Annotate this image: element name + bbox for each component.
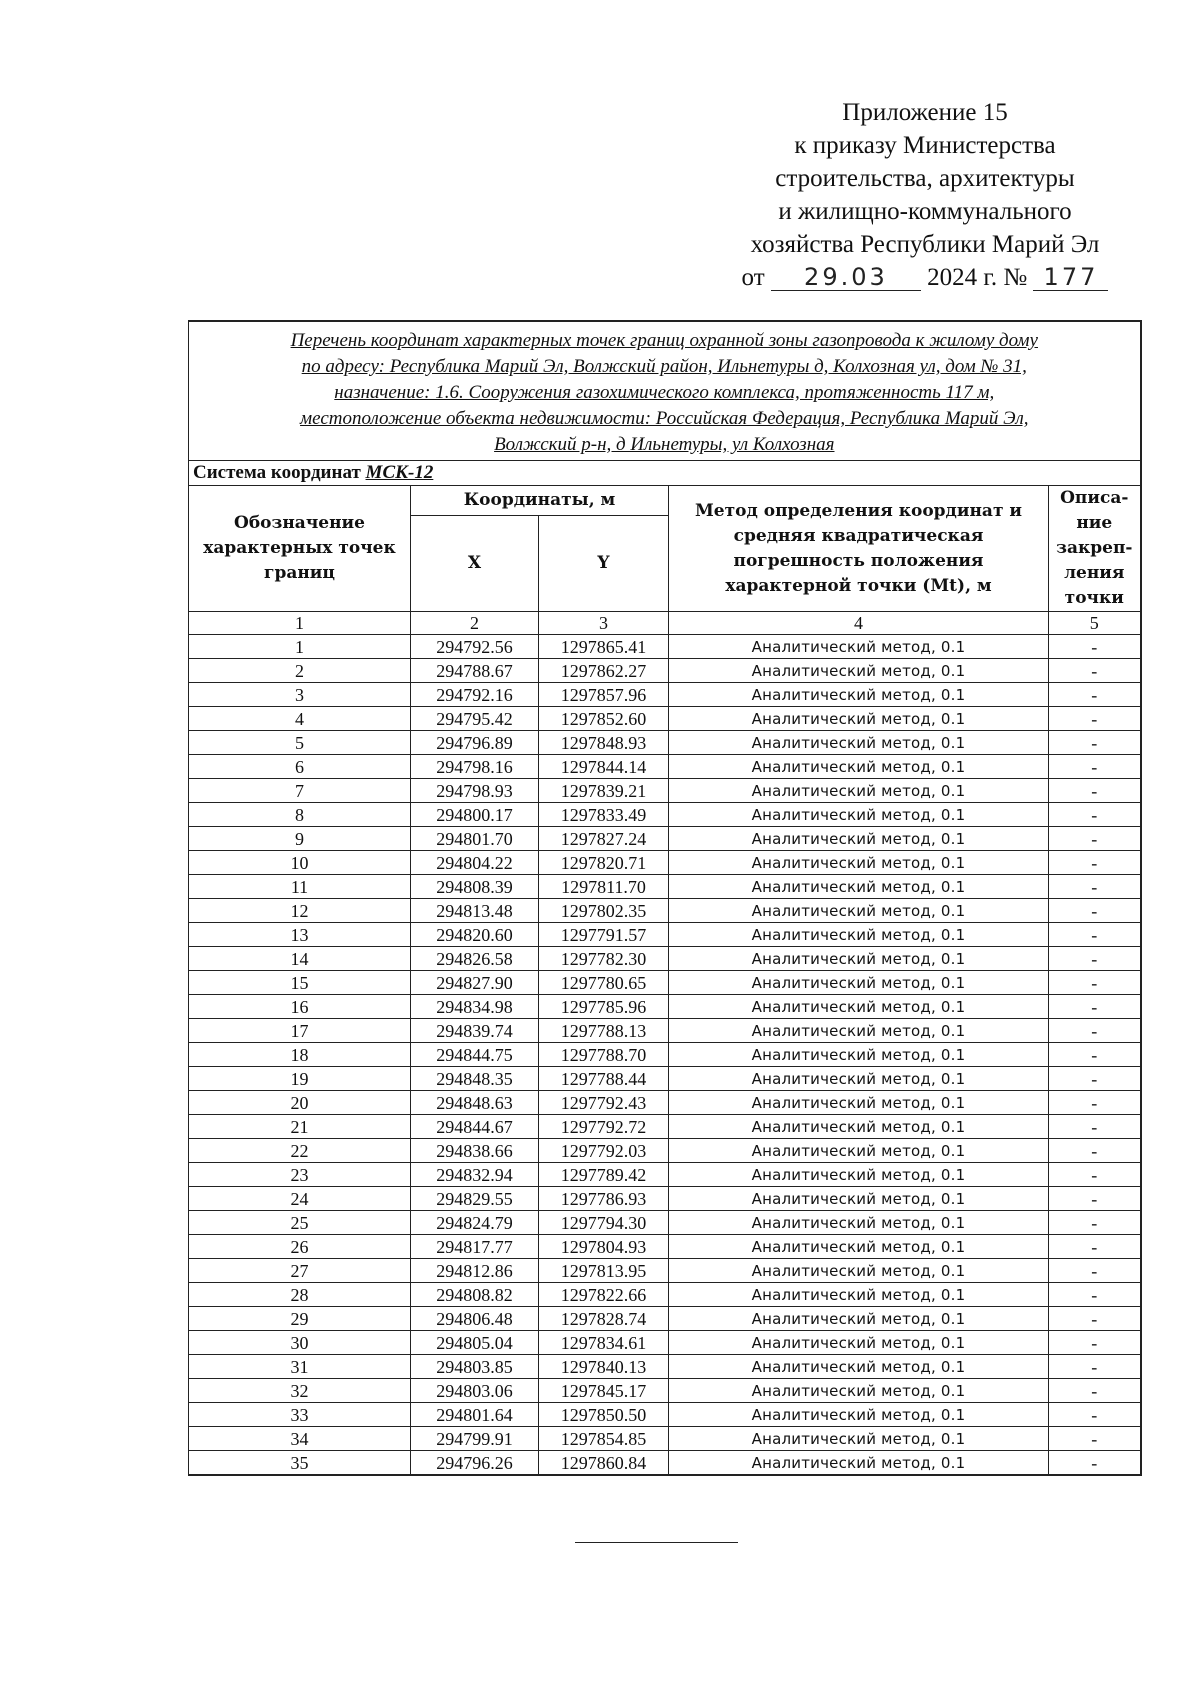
caption-line: по адресу: Республика Марий Эл, Волжский район, Ильнетуры д, Колхозная ул, дом № 31, [301,356,1027,377]
appendix-line: и жилищно-коммунального [778,198,1072,225]
appendix-line: к приказу Министерства [794,132,1056,159]
coord-y: 1297833.49 [539,803,669,827]
table-row [189,1139,1141,1163]
fixing-description: - [1049,683,1141,707]
coord-y: 1297852.60 [539,707,669,731]
table-row [189,1307,1141,1331]
method-accuracy: Аналитический метод, 0.1 [669,1187,1049,1211]
coord-x: 294826.58 [411,947,539,971]
point-number: 19 [189,1067,411,1091]
end-divider [575,1542,738,1543]
method-accuracy: Аналитический метод, 0.1 [669,707,1049,731]
point-number: 34 [189,1427,411,1451]
coord-x: 294805.04 [411,1331,539,1355]
method-accuracy: Аналитический метод, 0.1 [669,803,1049,827]
fixing-description: - [1049,755,1141,779]
coord-y: 1297827.24 [539,827,669,851]
coordinate-system-row [189,461,1141,486]
table-row [189,1019,1141,1043]
point-number: 14 [189,947,411,971]
fixing-description: - [1049,1283,1141,1307]
caption-line: Перечень координат характерных точек границ охранной зоны газопровода к жилому дому [290,330,1038,351]
point-number: 26 [189,1235,411,1259]
fixing-description: - [1049,635,1141,659]
coord-y: 1297785.96 [539,995,669,1019]
method-accuracy: Аналитический метод, 0.1 [669,971,1049,995]
coord-y: 1297792.72 [539,1115,669,1139]
coord-x: 294801.64 [411,1403,539,1427]
point-number: 7 [189,779,411,803]
coord-x: 294803.85 [411,1355,539,1379]
table-row [189,899,1141,923]
order-prefix: от [741,264,765,291]
coord-x: 294848.63 [411,1091,539,1115]
header-point: Обозначение характерных точек границ [189,486,411,612]
fixing-description: - [1049,1211,1141,1235]
coord-y: 1297780.65 [539,971,669,995]
coord-y: 1297791.57 [539,923,669,947]
table-row [189,779,1141,803]
coord-y: 1297794.30 [539,1211,669,1235]
method-accuracy: Аналитический метод, 0.1 [669,1139,1049,1163]
coord-x: 294796.89 [411,731,539,755]
table-row [189,1067,1141,1091]
coord-y: 1297788.70 [539,1043,669,1067]
point-number: 22 [189,1139,411,1163]
point-number: 35 [189,1451,411,1476]
method-accuracy: Аналитический метод, 0.1 [669,1235,1049,1259]
coord-y: 1297839.21 [539,779,669,803]
coord-x: 294798.16 [411,755,539,779]
point-number: 9 [189,827,411,851]
table-row [189,731,1141,755]
point-number: 24 [189,1187,411,1211]
table-row [189,803,1141,827]
table-row [189,851,1141,875]
order-year: 2024 г. № [927,264,1028,291]
fixing-description: - [1049,1187,1141,1211]
coord-y: 1297792.03 [539,1139,669,1163]
fixing-description: - [1049,1115,1141,1139]
table-row [189,659,1141,683]
point-number: 8 [189,803,411,827]
coord-x: 294839.74 [411,1019,539,1043]
coord-y: 1297850.50 [539,1403,669,1427]
coord-y: 1297789.42 [539,1163,669,1187]
coord-y: 1297848.93 [539,731,669,755]
point-number: 28 [189,1283,411,1307]
fixing-description: - [1049,803,1141,827]
coord-y: 1297792.43 [539,1091,669,1115]
method-accuracy: Аналитический метод, 0.1 [669,851,1049,875]
appendix-line: хозяйства Республики Марий Эл [750,231,1100,258]
coord-y: 1297854.85 [539,1427,669,1451]
order-date-handwritten: 29.03 [771,264,921,291]
table-row [189,827,1141,851]
table-caption [189,321,1141,461]
point-number: 2 [189,659,411,683]
coord-x: 294799.91 [411,1427,539,1451]
header-description: Описа-ние закреп-ления точки [1049,486,1141,612]
coord-y: 1297844.14 [539,755,669,779]
caption-line: Волжский р-н, д Ильнетуры, ул Колхозная [494,434,835,455]
method-accuracy: Аналитический метод, 0.1 [669,1355,1049,1379]
caption-line: местоположение объекта недвижимости: Российская Федерация, Республика Марий Эл, [300,408,1029,429]
coord-y: 1297802.35 [539,899,669,923]
coord-x: 294838.66 [411,1139,539,1163]
point-number: 23 [189,1163,411,1187]
table-row [189,1235,1141,1259]
method-accuracy: Аналитический метод, 0.1 [669,1115,1049,1139]
coord-y: 1297857.96 [539,683,669,707]
fixing-description: - [1049,899,1141,923]
header-x: X [411,516,539,612]
point-number: 20 [189,1091,411,1115]
fixing-description: - [1049,1163,1141,1187]
method-accuracy: Аналитический метод, 0.1 [669,755,1049,779]
coord-x: 294808.82 [411,1283,539,1307]
table-row [189,971,1141,995]
coord-x: 294832.94 [411,1163,539,1187]
fixing-description: - [1049,851,1141,875]
method-accuracy: Аналитический метод, 0.1 [669,1163,1049,1187]
point-number: 12 [189,899,411,923]
method-accuracy: Аналитический метод, 0.1 [669,1211,1049,1235]
method-accuracy: Аналитический метод, 0.1 [669,875,1049,899]
fixing-description: - [1049,1043,1141,1067]
method-accuracy: Аналитический метод, 0.1 [669,827,1049,851]
coord-x: 294834.98 [411,995,539,1019]
column-number: 5 [1049,612,1141,635]
table-row [189,635,1141,659]
table-row [189,683,1141,707]
point-number: 3 [189,683,411,707]
coord-y: 1297804.93 [539,1235,669,1259]
method-accuracy: Аналитический метод, 0.1 [669,1019,1049,1043]
fixing-description: - [1049,1139,1141,1163]
table-row [189,1451,1141,1476]
point-number: 6 [189,755,411,779]
fixing-description: - [1049,827,1141,851]
coordinate-system-name: МСК-12 [365,462,434,483]
coord-y: 1297811.70 [539,875,669,899]
method-accuracy: Аналитический метод, 0.1 [669,1043,1049,1067]
method-accuracy: Аналитический метод, 0.1 [669,659,1049,683]
coord-x: 294792.16 [411,683,539,707]
table-row [189,1211,1141,1235]
fixing-description: - [1049,659,1141,683]
fixing-description: - [1049,1403,1141,1427]
method-accuracy: Аналитический метод, 0.1 [669,1307,1049,1331]
column-numbers-row [189,612,1141,635]
table-row [189,1379,1141,1403]
fixing-description: - [1049,1235,1141,1259]
method-accuracy: Аналитический метод, 0.1 [669,1427,1049,1451]
table-row [189,1115,1141,1139]
fixing-description: - [1049,1019,1141,1043]
coord-y: 1297822.66 [539,1283,669,1307]
point-number: 11 [189,875,411,899]
method-accuracy: Аналитический метод, 0.1 [669,1403,1049,1427]
point-number: 16 [189,995,411,1019]
header-coordinates: Координаты, м [411,486,669,516]
fixing-description: - [1049,971,1141,995]
method-accuracy: Аналитический метод, 0.1 [669,947,1049,971]
coord-x: 294806.48 [411,1307,539,1331]
method-accuracy: Аналитический метод, 0.1 [669,1067,1049,1091]
table-row [189,1427,1141,1451]
fixing-description: - [1049,1427,1141,1451]
fixing-description: - [1049,707,1141,731]
column-number: 2 [411,612,539,635]
coord-x: 294844.67 [411,1115,539,1139]
point-number: 13 [189,923,411,947]
table-row [189,1187,1141,1211]
point-number: 32 [189,1379,411,1403]
coord-y: 1297788.13 [539,1019,669,1043]
method-accuracy: Аналитический метод, 0.1 [669,731,1049,755]
coord-x: 294808.39 [411,875,539,899]
coord-y: 1297782.30 [539,947,669,971]
table-row [189,1355,1141,1379]
table-row [189,1163,1141,1187]
point-number: 1 [189,635,411,659]
fixing-description: - [1049,731,1141,755]
method-accuracy: Аналитический метод, 0.1 [669,635,1049,659]
appendix-title: Приложение 15 [842,99,1008,126]
point-number: 15 [189,971,411,995]
coordinates-table [188,320,1142,1476]
coord-x: 294804.22 [411,851,539,875]
method-accuracy: Аналитический метод, 0.1 [669,1259,1049,1283]
fixing-description: - [1049,947,1141,971]
fixing-description: - [1049,1331,1141,1355]
coord-y: 1297813.95 [539,1259,669,1283]
table-row [189,875,1141,899]
point-number: 21 [189,1115,411,1139]
appendix-header [700,96,1150,294]
order-number-handwritten: 177 [1033,264,1108,291]
point-number: 5 [189,731,411,755]
coord-x: 294795.42 [411,707,539,731]
coord-x: 294812.86 [411,1259,539,1283]
method-accuracy: Аналитический метод, 0.1 [669,1283,1049,1307]
coord-x: 294848.35 [411,1067,539,1091]
point-number: 31 [189,1355,411,1379]
column-number: 1 [189,612,411,635]
table-row [189,1283,1141,1307]
fixing-description: - [1049,1451,1141,1476]
method-accuracy: Аналитический метод, 0.1 [669,1091,1049,1115]
coord-x: 294844.75 [411,1043,539,1067]
method-accuracy: Аналитический метод, 0.1 [669,779,1049,803]
table-row [189,923,1141,947]
coord-x: 294829.55 [411,1187,539,1211]
header-method: Метод определения координат и средняя квадратическая погрешность положения характерной точки (Mt), м [669,486,1049,612]
coord-x: 294796.26 [411,1451,539,1476]
point-number: 25 [189,1211,411,1235]
table-row [189,1331,1141,1355]
point-number: 33 [189,1403,411,1427]
coord-x: 294801.70 [411,827,539,851]
fixing-description: - [1049,779,1141,803]
method-accuracy: Аналитический метод, 0.1 [669,1331,1049,1355]
coord-x: 294792.56 [411,635,539,659]
coord-x: 294827.90 [411,971,539,995]
coord-x: 294817.77 [411,1235,539,1259]
fixing-description: - [1049,1379,1141,1403]
coord-y: 1297840.13 [539,1355,669,1379]
coord-y: 1297828.74 [539,1307,669,1331]
fixing-description: - [1049,1355,1141,1379]
table-row [189,947,1141,971]
table-row [189,995,1141,1019]
point-number: 27 [189,1259,411,1283]
method-accuracy: Аналитический метод, 0.1 [669,923,1049,947]
fixing-description: - [1049,1091,1141,1115]
coord-y: 1297865.41 [539,635,669,659]
coord-y: 1297834.61 [539,1331,669,1355]
coord-x: 294803.06 [411,1379,539,1403]
fixing-description: - [1049,1259,1141,1283]
method-accuracy: Аналитический метод, 0.1 [669,683,1049,707]
column-number: 4 [669,612,1049,635]
table-row [189,1043,1141,1067]
fixing-description: - [1049,1307,1141,1331]
coord-y: 1297845.17 [539,1379,669,1403]
coord-x: 294788.67 [411,659,539,683]
point-number: 18 [189,1043,411,1067]
coord-x: 294800.17 [411,803,539,827]
coord-y: 1297786.93 [539,1187,669,1211]
point-number: 29 [189,1307,411,1331]
coord-y: 1297788.44 [539,1067,669,1091]
caption-line: назначение: 1.6. Сооружения газохимического комплекса, протяженность 117 м, [334,382,995,403]
table-row [189,1259,1141,1283]
point-number: 4 [189,707,411,731]
fixing-description: - [1049,923,1141,947]
fixing-description: - [1049,995,1141,1019]
coord-y: 1297820.71 [539,851,669,875]
table-row [189,707,1141,731]
order-line [700,261,1150,294]
table-row [189,1091,1141,1115]
table-row [189,755,1141,779]
point-number: 30 [189,1331,411,1355]
appendix-line: строительства, архитектуры [775,165,1075,192]
method-accuracy: Аналитический метод, 0.1 [669,1451,1049,1476]
header-y: Y [539,516,669,612]
coordinate-system-label: Система координат [193,462,361,483]
coord-y: 1297862.27 [539,659,669,683]
coord-x: 294820.60 [411,923,539,947]
method-accuracy: Аналитический метод, 0.1 [669,899,1049,923]
table-body [189,635,1141,1476]
point-number: 17 [189,1019,411,1043]
coord-x: 294813.48 [411,899,539,923]
method-accuracy: Аналитический метод, 0.1 [669,995,1049,1019]
table-row [189,1403,1141,1427]
column-number: 3 [539,612,669,635]
coord-y: 1297860.84 [539,1451,669,1476]
coord-x: 294798.93 [411,779,539,803]
fixing-description: - [1049,875,1141,899]
point-number: 10 [189,851,411,875]
coord-x: 294824.79 [411,1211,539,1235]
method-accuracy: Аналитический метод, 0.1 [669,1379,1049,1403]
fixing-description: - [1049,1067,1141,1091]
